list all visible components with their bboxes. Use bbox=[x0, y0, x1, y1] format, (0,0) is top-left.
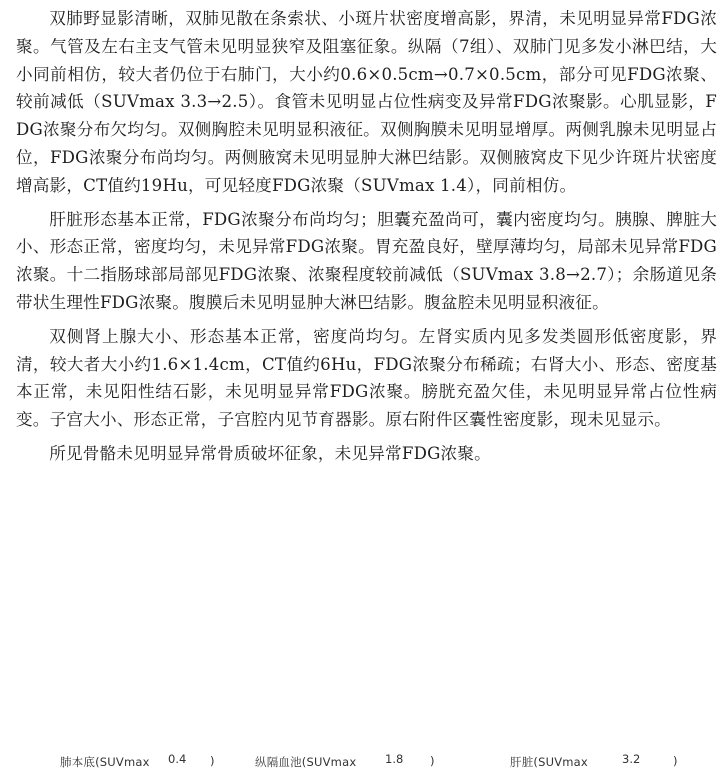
footer-close-paren: ) bbox=[210, 754, 215, 768]
footer-item-liver bbox=[510, 752, 678, 770]
paragraph-abdomen: 肝脏形态基本正常，FDG浓聚分布尚均匀；胆囊充盈尚可，囊内密度均匀。胰腺、脾脏大小、形态正常，密度均匀，未见异常FDG浓聚。胃充盈良好，壁厚薄均匀，局部未见异常FDG浓聚。十二指肠球部局部见FDG浓聚、浓聚程度较前减低（SUVmax 3.8→2.7）；余肠道见条带状生理性FDG浓聚。腹膜后未见明显肿大淋巴结影。腹盆腔未见明显积液征。 bbox=[16, 209, 717, 312]
footer-item-lung-background bbox=[60, 752, 215, 770]
footer-item-mediastinal-blood-pool bbox=[255, 752, 435, 770]
paragraph-kidneys-pelvis: 双侧肾上腺大小、形态基本正常，密度尚均匀。左肾实质内见多发类圆形低密度影，界清，较大者大小约1.6×1.4cm，CT值约6Hu，FDG浓聚分布稀疏；右肾大小、形态、密度基本正常，未见阳性结石影，未见明显异常FDG浓聚。膀胱充盈欠佳，未见明显异常占位性病变。子宫大小、形态正常，子宫腔内见节育器影。原右附件区囊性密度影，现未见显示。 bbox=[16, 326, 717, 430]
footer-value: 0.4 bbox=[168, 752, 187, 766]
footer-value: 3.2 bbox=[622, 752, 641, 766]
footer-close-paren: ) bbox=[430, 754, 435, 768]
footer-label: 纵隔血池(SUVmax bbox=[255, 755, 357, 769]
footer-value: 1.8 bbox=[385, 752, 404, 766]
paragraph-bones: 所见骨骼未见明显异常骨质破坏征象，未见异常FDG浓聚。 bbox=[49, 443, 491, 463]
footer-label: 肺本底(SUVmax bbox=[60, 755, 150, 769]
footer-label: 肝脏(SUVmax bbox=[510, 755, 588, 769]
footer-close-paren: ) bbox=[673, 754, 678, 768]
report-body bbox=[16, 5, 717, 474]
suv-reference-footer bbox=[0, 752, 725, 774]
paragraph-lungs: 双肺野显影清晰，双肺见散在条索状、小斑片状密度增高影，界清，未见明显异常FDG浓聚。气管及左右主支气管未见明显狭窄及阻塞征象。纵隔（7组）、双肺门见多发小淋巴结，大小同前相仿，较大者仍位于右肺门，大小约0.6×0.5cm→0.7×0.5cm，部分可见FDG浓聚、较前减低（SUVmax 3.3→2.5）。食管未见明显占位性病变及异常FDG浓聚影。心肌显影，FDG浓聚分布欠均匀。双侧胸腔未见明显积液征。双侧胸膜未见明显增厚。两侧乳腺未见明显占位，FDG浓聚分布尚均匀。两侧腋窝未见明显肿大淋巴结影。双侧腋窝皮下见少许斑片状密度增高影，CT值约19Hu，可见轻度FDG浓聚（SUVmax 1.4），同前相仿。 bbox=[16, 9, 717, 195]
